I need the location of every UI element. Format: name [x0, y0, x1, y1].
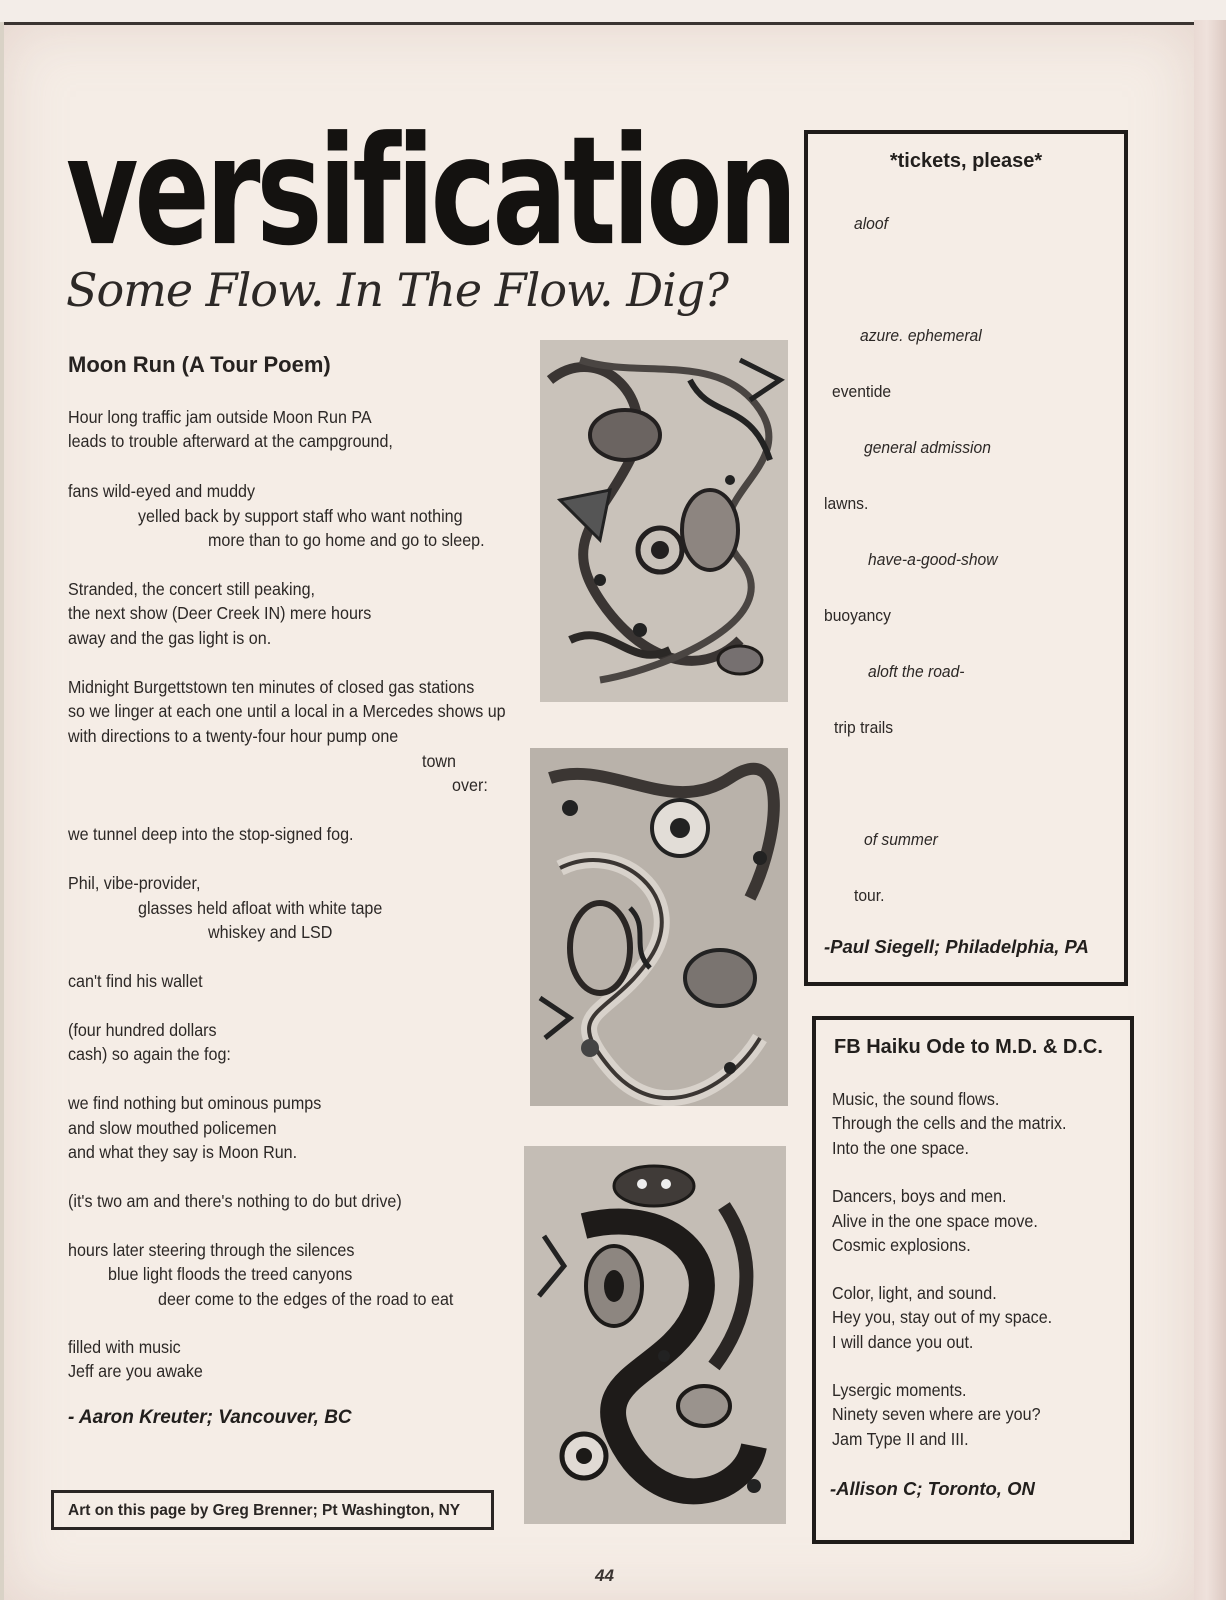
- poem-line: Stranded, the concert still peaking,: [68, 579, 316, 599]
- poem-line: the next show (Deer Creek IN) mere hours: [68, 603, 372, 623]
- poem-line: Into the one space.: [832, 1138, 969, 1158]
- artwork-3: [524, 1146, 786, 1524]
- poem-line: Ninety seven where are you?: [832, 1404, 1041, 1424]
- poem-author: - Aaron Kreuter; Vancouver, BC: [68, 1407, 352, 1428]
- section-subtitle: Some Flow. In The Flow. Dig?: [66, 263, 728, 317]
- background-strip: [0, 0, 1226, 22]
- poem-line: Through the cells and the matrix.: [832, 1113, 1067, 1133]
- poem-line: we find nothing but ominous pumps: [68, 1093, 322, 1113]
- poem-line: and slow mouthed policemen: [68, 1118, 277, 1138]
- poem-line: over:: [452, 775, 488, 795]
- page-edge: [1194, 20, 1226, 1600]
- poem-line: aloof: [854, 214, 888, 233]
- poem-line: buoyancy: [824, 606, 891, 625]
- poem-line: hours later steering through the silences: [68, 1240, 355, 1260]
- poem-line: fans wild-eyed and muddy: [68, 481, 256, 501]
- poem-line: yelled back by support staff who want nothing: [138, 506, 463, 526]
- poem-line: Jam Type II and III.: [832, 1429, 969, 1449]
- poem-title-haiku: FB Haiku Ode to M.D. & D.C.: [834, 1036, 1103, 1058]
- poem-line: Jeff are you awake: [68, 1361, 203, 1381]
- poem-line: (it's two am and there's nothing to do but drive): [68, 1191, 402, 1211]
- poem-line: away and the gas light is on.: [68, 628, 272, 648]
- tickets-poem-box: [804, 130, 1128, 986]
- art-credit-box: [51, 1490, 494, 1530]
- artwork-2: [530, 748, 788, 1106]
- poem-line: tour.: [854, 886, 885, 905]
- poem-line: town: [422, 751, 457, 771]
- poem-author: -Paul Siegell; Philadelphia, PA: [824, 936, 1089, 957]
- poem-line: Midnight Burgettstown ten minutes of closed gas stations: [68, 677, 475, 697]
- poem-line: general admission: [864, 438, 991, 457]
- poem-line: deer come to the edges of the road to eat: [158, 1289, 454, 1309]
- poem-line: of summer: [864, 830, 938, 849]
- poem-line: Color, light, and sound.: [832, 1283, 997, 1303]
- poem-line: Hour long traffic jam outside Moon Run PA: [68, 407, 372, 427]
- haiku-poem-box: [812, 1016, 1134, 1544]
- artwork-1: [540, 340, 788, 702]
- poem-line: cash) so again the fog:: [68, 1044, 231, 1064]
- poem-author: -Allison C; Toronto, ON: [830, 1478, 1035, 1499]
- poem-line: can't find his wallet: [68, 971, 203, 991]
- poem-line: trip trails: [834, 718, 894, 737]
- poem-line: I will dance you out.: [832, 1332, 974, 1352]
- art-credit-text: Art on this page by Greg Brenner; Pt Washington, NY: [68, 1502, 461, 1519]
- poem-line: (four hundred dollars: [68, 1020, 217, 1040]
- poem-line: Dancers, boys and men.: [832, 1186, 1007, 1206]
- poem-line: Alive in the one space move.: [832, 1211, 1038, 1231]
- poem-title-moon-run: Moon Run (A Tour Poem): [68, 352, 331, 377]
- poem-line: Music, the sound flows.: [832, 1089, 1000, 1109]
- poem-line: azure. ephemeral: [860, 326, 982, 345]
- poem-line: aloft the road-: [868, 662, 965, 681]
- poem-line: eventide: [832, 382, 892, 401]
- page-number: 44: [595, 1566, 614, 1585]
- poem-line: with directions to a twenty-four hour pump one: [68, 726, 399, 746]
- poem-line: we tunnel deep into the stop-signed fog.: [68, 824, 354, 844]
- poem-line: lawns.: [824, 494, 869, 513]
- poem-line: glasses held afloat with white tape: [138, 898, 383, 918]
- poem-line: blue light floods the treed canyons: [108, 1264, 353, 1284]
- poem-title-tickets: *tickets, please*: [889, 150, 1043, 172]
- poem-line: Lysergic moments.: [832, 1380, 967, 1400]
- poem-line: and what they say is Moon Run.: [68, 1142, 298, 1162]
- poem-line: have-a-good-show: [868, 550, 998, 569]
- poem-line: leads to trouble afterward at the campground,: [68, 431, 393, 451]
- poem-line: Hey you, stay out of my space.: [832, 1307, 1053, 1327]
- poem-line: Cosmic explosions.: [832, 1235, 971, 1255]
- poem-line: whiskey and LSD: [208, 922, 333, 942]
- poem-line: filled with music: [68, 1337, 181, 1357]
- poem-line: more than to go home and go to sleep.: [208, 530, 485, 550]
- poem-line: so we linger at each one until a local in a Mercedes shows up: [68, 701, 506, 721]
- section-title: versification: [66, 104, 794, 279]
- poem-line: Phil, vibe-provider,: [68, 873, 201, 893]
